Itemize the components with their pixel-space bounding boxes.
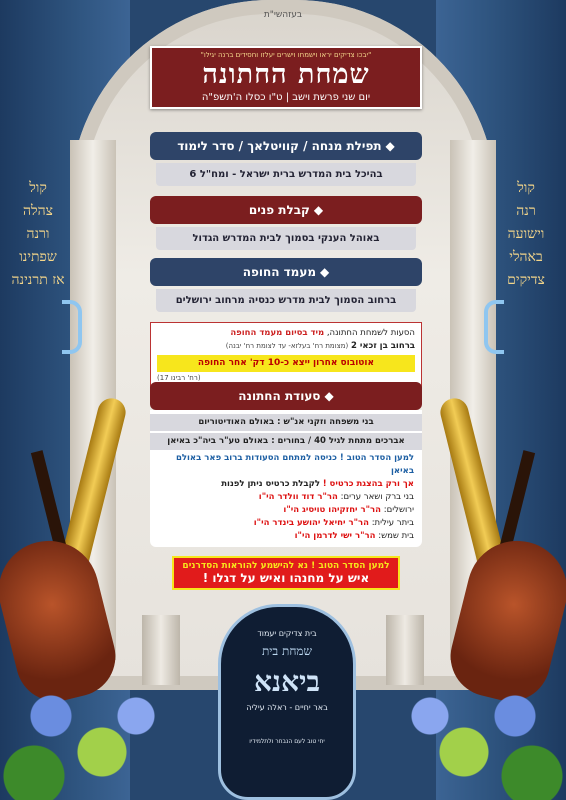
right-verse: [496, 178, 556, 293]
contact-name: הר"ר יחיאל יהושע בינדר הי"ו: [253, 518, 369, 528]
meal-location-young: אברכים מתחת לגיל 40 / בחורים : באולם טע"ר ביה"כ באיאן: [150, 433, 422, 450]
left-pedestal: [142, 615, 180, 685]
left-verse-line: ורנה: [26, 226, 50, 242]
section-meal: [150, 382, 422, 547]
section-mincha: [150, 132, 422, 186]
shuttle-info: [150, 322, 422, 390]
shuttle-range: (מצומת רח' בעלזא- עד לצומת רח' יבנה): [225, 342, 349, 350]
ticket-contact-intro: לקבלת כרטיס ניתן לפנות: [221, 479, 321, 489]
order-line-1: למען הסדר הטוב ! נא להישמע להוראות הסדרנים: [182, 561, 390, 571]
left-verse: [8, 178, 68, 293]
contact-row: [158, 491, 414, 504]
diamond-bullet-icon: ◆: [385, 139, 395, 153]
invitation-header: [150, 46, 422, 109]
section-detail: בהיכל בית המדרש ברית ישראל - ומח"ל 6: [156, 163, 416, 186]
right-verse-line: רנה: [516, 203, 536, 219]
section-detail: ברחוב הסמוך לבית מדרש כנסיה מרחוב ירושלים: [156, 289, 416, 312]
section-title: סעודת החתונה: [238, 389, 321, 403]
left-flowers-icon: [0, 680, 170, 800]
ornament-hook-icon: [484, 300, 504, 354]
shuttle-note: (רח' רבינו 17): [157, 374, 201, 382]
contact-city: ירושלים:: [383, 505, 414, 515]
section-reception: [150, 196, 422, 250]
section-detail: באוהל הענקי בסמוך לבית המדרש הגדול: [156, 227, 416, 250]
shuttle-time: מיד בסיום מעמד החופה: [230, 328, 325, 338]
diamond-bullet-icon: ◆: [324, 389, 334, 403]
shuttle-text: הסעות לשמחת החתונה,: [326, 328, 415, 338]
emblem-line-4: באר יחיים - ראלה עיליה: [246, 703, 328, 712]
right-verse-line: צדיקים: [507, 272, 545, 288]
order-notice: [172, 556, 400, 590]
right-flowers-icon: [396, 680, 566, 800]
contact-row: [158, 504, 414, 517]
contact-city: בית שמש:: [378, 531, 414, 541]
right-verse-line: וישועה: [507, 226, 545, 242]
header-verse: "יבכו צדיקים יראו וישמחו וישרים יעלזו וחסידים ברנה יגילו": [200, 51, 372, 59]
top-mark: בעזהשי"ת: [263, 10, 303, 20]
section-title: מעמד החופה: [242, 265, 317, 279]
ornament-hook-icon: [62, 300, 82, 354]
emblem-line-3: ביאנא: [254, 665, 320, 698]
diamond-bullet-icon: ◆: [320, 265, 330, 279]
left-verse-line: צהלה: [23, 203, 53, 219]
event-date: יום שני פרשת וישב | ט"ו כסלו ה'תשפ"ה: [201, 92, 371, 103]
order-line-2: איש על מחנהו ואיש על דגלו !: [202, 571, 370, 585]
meal-notice: למען הסדר הטוב ! כניסה למתחם הסעודות ברוב פאר באולם באיאן: [175, 453, 414, 476]
diamond-bullet-icon: ◆: [313, 203, 324, 217]
contact-city: ביתר עילית:: [371, 518, 414, 528]
shuttle-address: ברחוב בן זכאי 2: [350, 341, 415, 351]
left-verse-line: שפתינו: [19, 249, 57, 265]
contact-name: הר"ר דוד וולדר הי"ו: [258, 492, 338, 502]
last-bus-note: אוטובוס אחרון ייצא כ-10 דק' אחר החופה: [157, 355, 415, 372]
meal-location-family: בני משפחה וזקני אנ"ש : באולם האודיטוריום: [150, 414, 422, 431]
emblem-line-5: יחי טוב לעם הנבחר ולתלמידיו: [249, 738, 325, 745]
contact-name: הר"ר יחזקיהו טויסיג הי"ו: [283, 505, 382, 515]
section-chuppah: [150, 258, 422, 312]
right-pedestal: [386, 615, 424, 685]
contact-row: [158, 530, 414, 543]
right-verse-line: קול: [517, 180, 535, 196]
left-verse-line: קול: [29, 180, 47, 196]
family-emblem: [218, 604, 356, 800]
right-verse-line: באהלי: [509, 249, 543, 265]
contact-city: בני ברק ושאר ערים:: [340, 492, 414, 502]
section-title: תפילת מנחה / קוויטלאך / סדר לימוד: [177, 139, 382, 153]
page-title: שמחת החתונה: [202, 59, 370, 90]
emblem-line-2: שמחת בית: [261, 644, 313, 658]
ticket-required: אך ורק בהצגת כרטיס !: [322, 479, 414, 489]
emblem-line-1: בית צדיקים יעמוד: [257, 629, 317, 638]
section-title: קבלת פנים: [248, 203, 310, 217]
contact-name: הר"ר ישי לדרמן הי"ו: [294, 531, 376, 541]
left-verse-line: אז תרנינה: [11, 272, 65, 288]
contact-row: [158, 517, 414, 530]
